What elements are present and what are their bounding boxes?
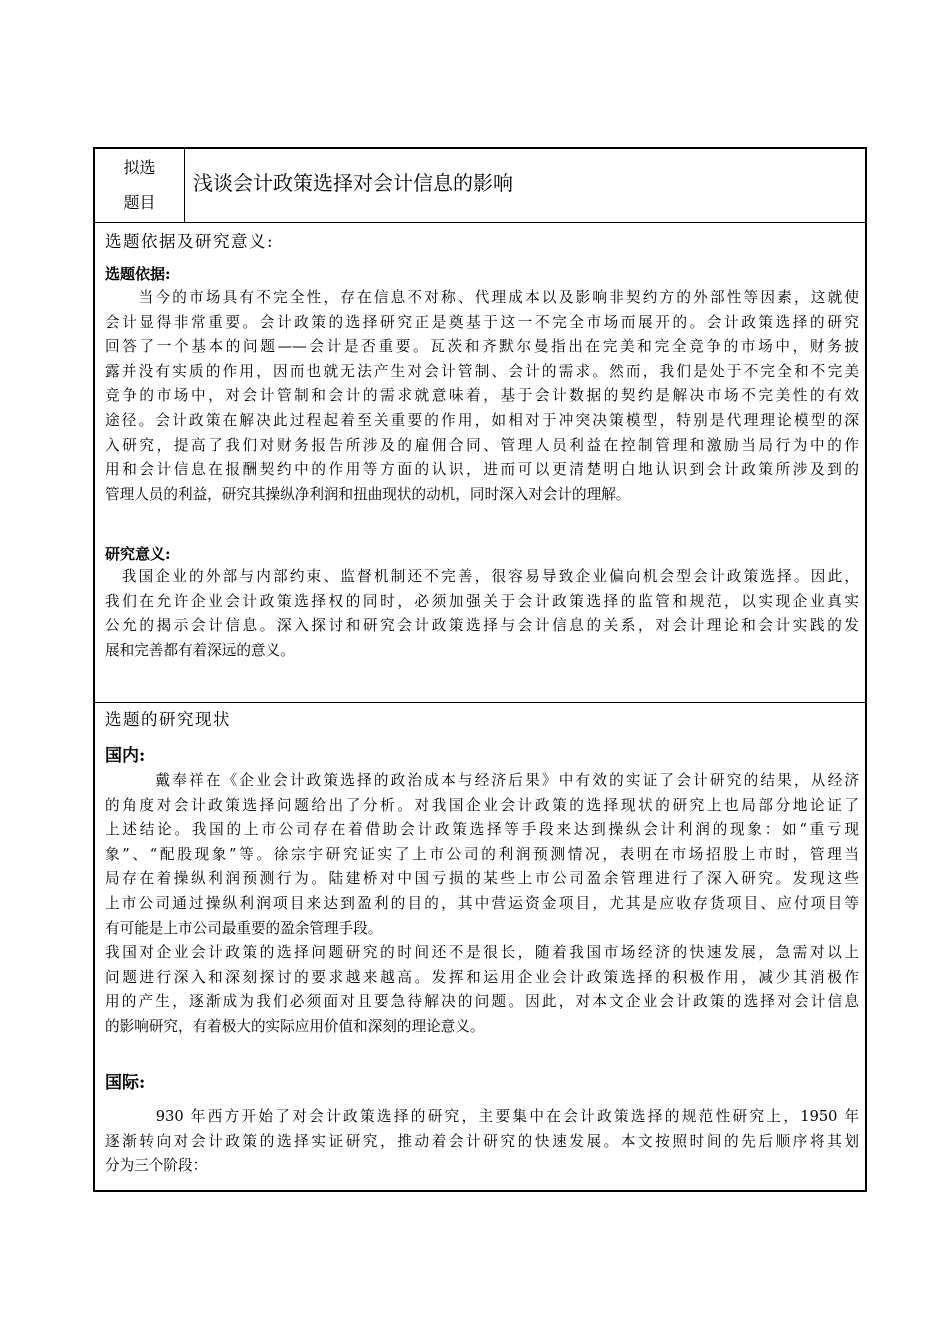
domestic-paragraph-1 [105, 769, 859, 941]
text-line: 当今的市场具有不完全性，存在信息不对称、代理成本以及影响非契约方的外部性等因素，这就使 [105, 289, 859, 306]
text-line: 露并没有实质的作用，因而也就无法产生对会计管制、会计的需求。然而，我们是处于不完全和不完美 [105, 362, 859, 380]
international-paragraph [105, 1105, 859, 1179]
text-line: 象”、“配股现象”等。徐宗宇研究证实了上市公司的利润预测情况，表明在市场招股上市时，管理当 [105, 845, 859, 863]
text-line: 有可能是上市公司最重要的盈余管理手段。 [105, 919, 383, 937]
text-line: 展和完善都有着深远的意义。 [105, 641, 295, 659]
text-line: 分为三个阶段： [105, 1157, 208, 1175]
text-line: 途径。会计政策在解决此过程起着至关重要的作用，如相对于冲突决策模型，特别是代理理论模型的深 [105, 411, 859, 429]
text-line: 问题进行深入和深刻探讨的要求越来越高。发挥和运用企业会计政策选择的积极作用，减少其消极作 [105, 968, 859, 986]
basis-section-heading: 选题依据及研究意义: [105, 232, 275, 251]
text-line: 逐渐转向对会计政策的选择实证研究，推动着会计研究的快速发展。本文按照时间的先后顺序将其划 [105, 1132, 859, 1150]
title-label-cell [95, 149, 185, 222]
text-line: 的影响研究，有着极大的实际应用价值和深刻的理论意义。 [105, 1017, 485, 1035]
significance-label: 研究意义: [105, 545, 171, 563]
domestic-label: 国内: [105, 746, 146, 766]
text-line: 局存在着操纵利润预测行为。陆建桥对中国亏损的某些上市公司盈余管理进行了深入研究。发现这些 [105, 870, 859, 888]
domestic-paragraph-2 [105, 941, 859, 1039]
text-line: 930 年西方开始了对会计政策选择的研究，主要集中在会计政策选择的规范性研究上，1950 年 [105, 1108, 859, 1125]
text-line: 管理人员的利益，研究其操纵净利润和扭曲现状的动机，同时深入对会计的理解。 [105, 485, 631, 503]
text-line: 上市公司通过操纵利润项目来达到盈利的目的，其中营运资金项目，尤其是应收存货项目、应付项目等 [105, 894, 859, 912]
text-line: 我国企业的外部与内部约束、监督机制还不完善，很容易导致企业偏向机会型会计政策选择。因此， [105, 568, 859, 585]
basis-label: 选题依据: [105, 265, 171, 283]
status-section [95, 703, 865, 1192]
text-line: 用的产生，逐渐成为我们必须面对且要急待解决的问题。因此，对本文企业会计政策的选择对会计信息 [105, 993, 859, 1011]
text-line: 我们在允许企业会计政策选择权的同时，必须加强关于会计政策选择的监管和规范，以实现企业真实 [105, 592, 859, 610]
label-line-1: 拟选 [123, 158, 156, 177]
text-line: 竞争的市场中，对会计管制和会计的需求就意味着，基于会计数据的契约是解决市场不完美性的有效 [105, 387, 859, 405]
text-line: 戴奉祥在《企业会计政策选择的政治成本与经济后果》中有效的实证了会计研究的结果，从经济 [105, 772, 859, 789]
title-row [95, 149, 865, 223]
text-line: 的角度对会计政策选择问题给出了分析。对我国企业会计政策的选择现状的研究上也局部分地论证了 [105, 796, 859, 814]
status-section-heading: 选题的研究现状 [105, 710, 231, 729]
basis-section [95, 223, 865, 703]
thesis-title: 浅谈会计政策选择对会计信息的影响 [193, 171, 513, 195]
proposal-table [93, 147, 867, 1192]
text-line: 上述结论。我国的上市公司存在着借助会计政策选择等手段来达到操纵会计利润的现象：如“重亏现 [105, 821, 859, 839]
text-line: 我国对企业会计政策的选择问题研究的时间还不是很长，随着我国市场经济的快速发展，急需对以上 [105, 944, 859, 961]
basis-paragraph [105, 286, 859, 507]
text-line: 入研究，提高了我们对财务报告所涉及的雇佣合同、管理人员利益在控制管理和激励当局行为中的作 [105, 436, 859, 454]
text-line: 公允的揭示会计信息。深入探讨和研究会计政策选择与会计信息的关系，对会计理论和会计实践的发 [105, 617, 859, 635]
label-line-2: 题目 [123, 193, 156, 212]
text-line: 会计显得非常重要。会计政策的选择研究正是奠基于这一不完全市场而展开的。会计政策选择的研究 [105, 313, 859, 331]
significance-paragraph [105, 565, 859, 663]
text-line: 回答了一个基本的问题——会计是否重要。瓦茨和齐默尔曼指出在完美和完全竞争的市场中，财务披 [105, 338, 859, 356]
text-line: 用和会计信息在报酬契约中的作用等方面的认识，进而可以更清楚明白地认识到会计政策所涉及到的 [105, 461, 859, 479]
international-label: 国际: [105, 1073, 146, 1093]
